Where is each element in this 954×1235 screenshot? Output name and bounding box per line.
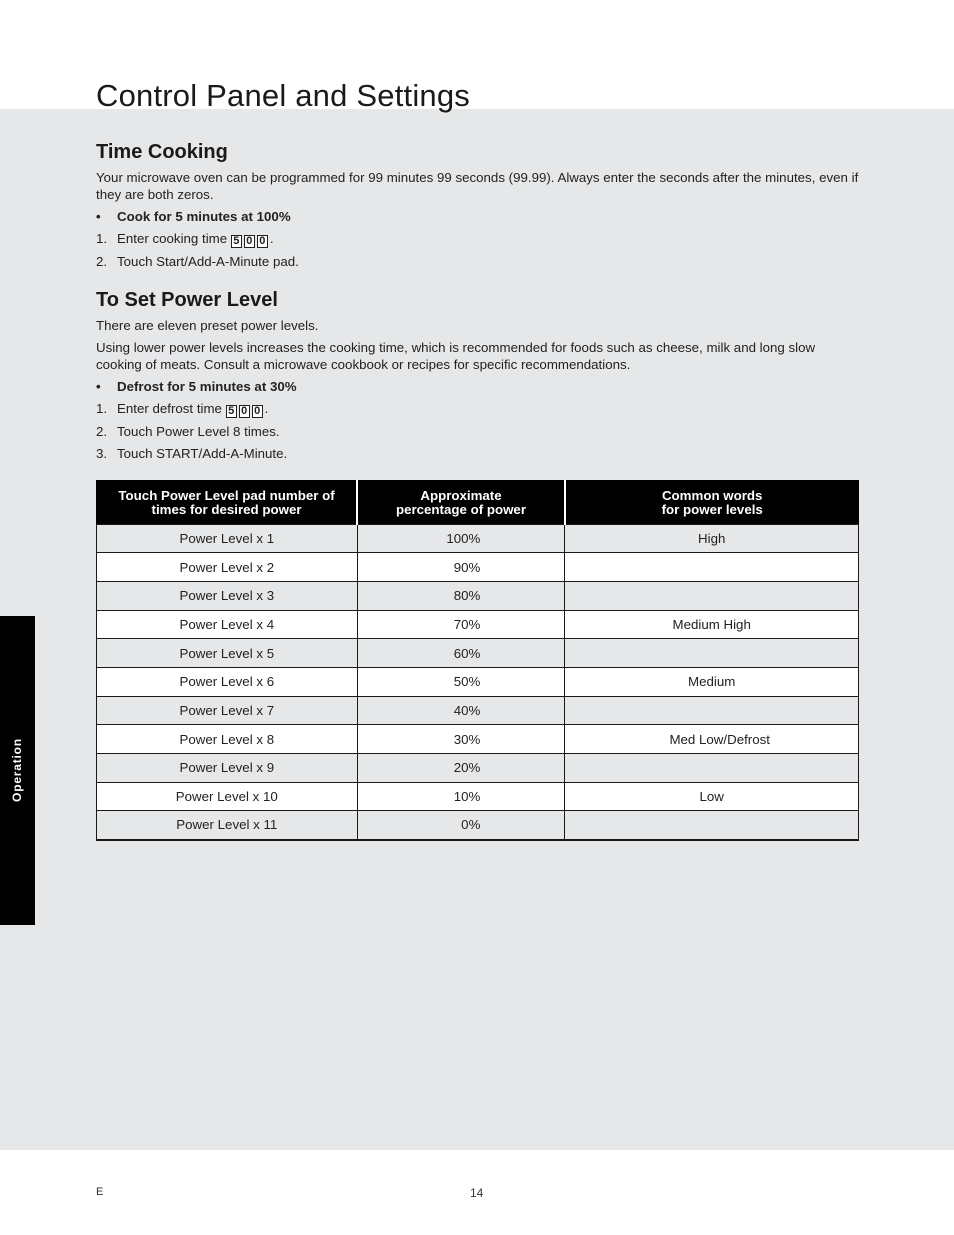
bullet-mark: • bbox=[96, 379, 101, 394]
table-row bbox=[97, 725, 859, 754]
time-cooking-heading: Time Cooking bbox=[96, 141, 228, 163]
common-words-cell bbox=[565, 811, 859, 840]
power-level-heading: To Set Power Level bbox=[96, 289, 278, 311]
power-level-cell: Power Level x 2 bbox=[97, 553, 358, 582]
footer-language-code: E bbox=[96, 1186, 104, 1198]
header-line: Common words bbox=[661, 487, 763, 503]
power-level-cell: Power Level x 11 bbox=[97, 811, 358, 840]
common-words-cell: High bbox=[565, 524, 859, 553]
table-header-row bbox=[97, 480, 859, 524]
step-text bbox=[117, 230, 274, 248]
common-words-cell: Low bbox=[565, 782, 859, 811]
common-words-cell bbox=[565, 639, 859, 668]
step-item bbox=[96, 400, 859, 418]
keypad-key-icon: 5 bbox=[231, 235, 242, 248]
step-text bbox=[117, 400, 268, 418]
common-words-cell: Medium bbox=[565, 667, 859, 696]
step-number: 2. bbox=[96, 424, 108, 439]
percentage-cell: 30% bbox=[357, 725, 565, 754]
percentage-cell: 50% bbox=[357, 667, 565, 696]
power-level-cell: Power Level x 4 bbox=[97, 610, 358, 639]
step-label: Enter defrost time bbox=[117, 401, 222, 416]
keypad-key-icon: 0 bbox=[239, 405, 250, 418]
step-item bbox=[96, 230, 859, 248]
step-text: Touch Start/Add-A-Minute pad. bbox=[117, 254, 299, 269]
step-item bbox=[96, 445, 859, 462]
header-line: for power levels bbox=[661, 501, 763, 517]
percentage-cell: 100% bbox=[357, 524, 565, 553]
header-common-words bbox=[565, 480, 859, 524]
time-cooking-intro: Your microwave oven can be programmed for 99 minutes 99 seconds (99.99). Always enter the seconds after the minutes, even if they are both zeros. bbox=[96, 170, 859, 202]
header-line: percentage of power bbox=[395, 501, 526, 517]
power-level-bullet bbox=[96, 378, 859, 395]
header-line: Touch Power Level pad number of bbox=[118, 487, 335, 503]
step-number: 2. bbox=[96, 254, 108, 269]
power-level-cell: Power Level x 6 bbox=[97, 667, 358, 696]
common-words-cell: Med Low/Defrost bbox=[565, 725, 859, 754]
time-cooking-bullet bbox=[96, 208, 859, 225]
table-row bbox=[97, 811, 859, 840]
keypad-key-icon: 0 bbox=[257, 235, 268, 248]
keypad-key-icon: 5 bbox=[226, 405, 237, 418]
table-row bbox=[97, 581, 859, 610]
percentage-cell: 10% bbox=[357, 782, 565, 811]
page-title: Control Panel and Settings bbox=[96, 78, 470, 113]
step-text: Touch START/Add-A-Minute. bbox=[117, 446, 288, 461]
step-item bbox=[96, 253, 859, 270]
power-level-cell: Power Level x 10 bbox=[97, 782, 358, 811]
step-suffix: . bbox=[269, 231, 274, 246]
power-level-table bbox=[96, 480, 859, 841]
bullet-text: Defrost for 5 minutes at 30% bbox=[117, 379, 297, 394]
power-level-cell: Power Level x 9 bbox=[97, 754, 358, 783]
step-number: 3. bbox=[96, 446, 108, 461]
percentage-cell: 70% bbox=[357, 610, 565, 639]
power-level-para-1: There are eleven preset power levels. bbox=[96, 318, 319, 333]
percentage-cell: 0% bbox=[357, 811, 565, 840]
percentage-cell: 60% bbox=[357, 639, 565, 668]
table-row bbox=[97, 639, 859, 668]
percentage-cell: 20% bbox=[357, 754, 565, 783]
main-content bbox=[96, 140, 859, 467]
step-label: Enter cooking time bbox=[117, 231, 228, 246]
table-row bbox=[97, 754, 859, 783]
table-row bbox=[97, 782, 859, 811]
power-level-section bbox=[96, 288, 859, 462]
bullet-mark: • bbox=[96, 209, 101, 224]
power-level-cell: Power Level x 8 bbox=[97, 725, 358, 754]
keypad-key-icon: 0 bbox=[252, 405, 263, 418]
step-number: 1. bbox=[96, 401, 108, 416]
bullet-text: Cook for 5 minutes at 100% bbox=[117, 209, 291, 224]
percentage-cell: 90% bbox=[357, 553, 565, 582]
common-words-cell bbox=[565, 581, 859, 610]
step-item bbox=[96, 423, 859, 440]
power-level-cell: Power Level x 3 bbox=[97, 581, 358, 610]
header-times-pressed bbox=[97, 480, 358, 524]
step-text: Touch Power Level 8 times. bbox=[117, 424, 280, 439]
power-level-cell: Power Level x 5 bbox=[97, 639, 358, 668]
common-words-cell: Medium High bbox=[565, 610, 859, 639]
table-row bbox=[97, 696, 859, 725]
table-row bbox=[97, 610, 859, 639]
keypad-key-icon: 0 bbox=[244, 235, 255, 248]
common-words-cell bbox=[565, 553, 859, 582]
step-number: 1. bbox=[96, 231, 108, 246]
header-percentage bbox=[357, 480, 565, 524]
time-cooking-section bbox=[96, 140, 859, 270]
power-level-para-2: Using lower power levels increases the cooking time, which is recommended for foods such as cheese, milk and long slow cooking of meats. Consult a microwave cookbook or recipes for specific recommendations. bbox=[96, 340, 816, 372]
table-row bbox=[97, 667, 859, 696]
table-row bbox=[97, 524, 859, 553]
power-level-cell: Power Level x 7 bbox=[97, 696, 358, 725]
common-words-cell bbox=[565, 754, 859, 783]
table-row bbox=[97, 553, 859, 582]
page-number: 14 bbox=[470, 1186, 484, 1200]
step-suffix: . bbox=[264, 401, 269, 416]
percentage-cell: 40% bbox=[357, 696, 565, 725]
header-line: Approximate bbox=[420, 487, 502, 503]
power-level-cell: Power Level x 1 bbox=[97, 524, 358, 553]
percentage-cell: 80% bbox=[357, 581, 565, 610]
side-tab-label: Operation bbox=[10, 738, 24, 802]
header-line: times for desired power bbox=[151, 501, 302, 517]
common-words-cell bbox=[565, 696, 859, 725]
